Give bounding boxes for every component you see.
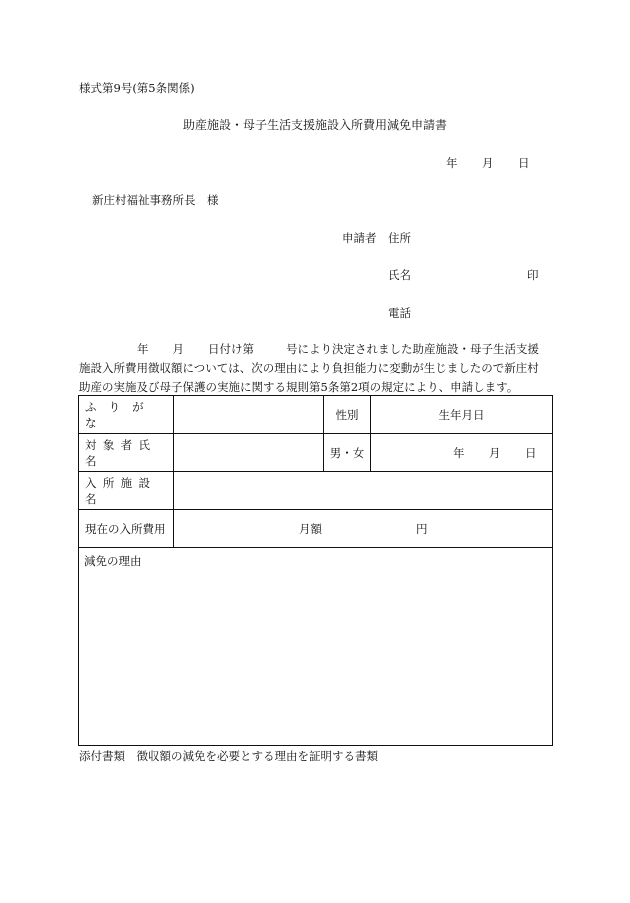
- name-label: 氏名: [388, 268, 411, 282]
- name-row: [79, 434, 553, 472]
- phone-label: 電話: [388, 306, 411, 320]
- applicant-label: 申請者: [342, 231, 377, 245]
- seal-mark: 印: [527, 268, 539, 282]
- facility-label: 入所施設名: [79, 472, 174, 510]
- facility-row: [79, 472, 553, 510]
- date-month: 月: [482, 156, 494, 170]
- statement-line-2: 施設入所費用徴収額については、次の理由により負担能力に変動が生じましたので新庄村: [79, 361, 539, 375]
- date-year: 年: [446, 156, 458, 170]
- address-label: 住所: [388, 231, 411, 245]
- recipient: 新庄村福祉事務所長 様: [92, 193, 219, 207]
- birth-month: 月: [489, 446, 501, 460]
- furigana-field[interactable]: [174, 396, 324, 434]
- subject-name-field[interactable]: [174, 434, 324, 472]
- furigana-label: ふりがな: [79, 396, 174, 434]
- current-fee-label: 現在の入所費用: [79, 510, 174, 548]
- facility-field[interactable]: [174, 472, 553, 510]
- birth-day: 日: [525, 446, 537, 460]
- monthly-label: 月額: [299, 522, 322, 536]
- gender-label: 性別: [324, 396, 371, 434]
- birth-year: 年: [453, 446, 465, 460]
- document-title: 助産施設・母子生活支援施設入所費用減免申請書: [182, 118, 447, 132]
- application-statement: [79, 340, 553, 397]
- current-fee-field[interactable]: [174, 510, 553, 548]
- gender-choice[interactable]: 男・女: [324, 434, 371, 472]
- attachment-note: 添付書類 徴収額の減免を必要とする理由を証明する書類: [79, 749, 378, 763]
- reduction-reason-field[interactable]: [79, 548, 553, 746]
- birthdate-field[interactable]: [371, 434, 553, 472]
- reduction-reason-label: 減免の理由: [84, 554, 142, 568]
- form-number: 様式第9号(第5条関係): [79, 81, 195, 95]
- application-table: [78, 395, 553, 746]
- birthdate-label: 生年月日: [371, 396, 553, 434]
- fee-row: [79, 510, 553, 548]
- yen-label: 円: [416, 522, 428, 536]
- date-day: 日: [518, 156, 530, 170]
- statement-line-1: 年 月 日付け第 号により決定されました助産施設・母子生活支援: [137, 342, 539, 356]
- reason-row: [79, 548, 553, 746]
- subject-name-label: 対象者氏名: [79, 434, 174, 472]
- statement-line-3: 助産の実施及び母子保護の実施に関する規則第5条第2項の規定により、申請します。: [79, 380, 519, 394]
- furigana-row: [79, 396, 553, 434]
